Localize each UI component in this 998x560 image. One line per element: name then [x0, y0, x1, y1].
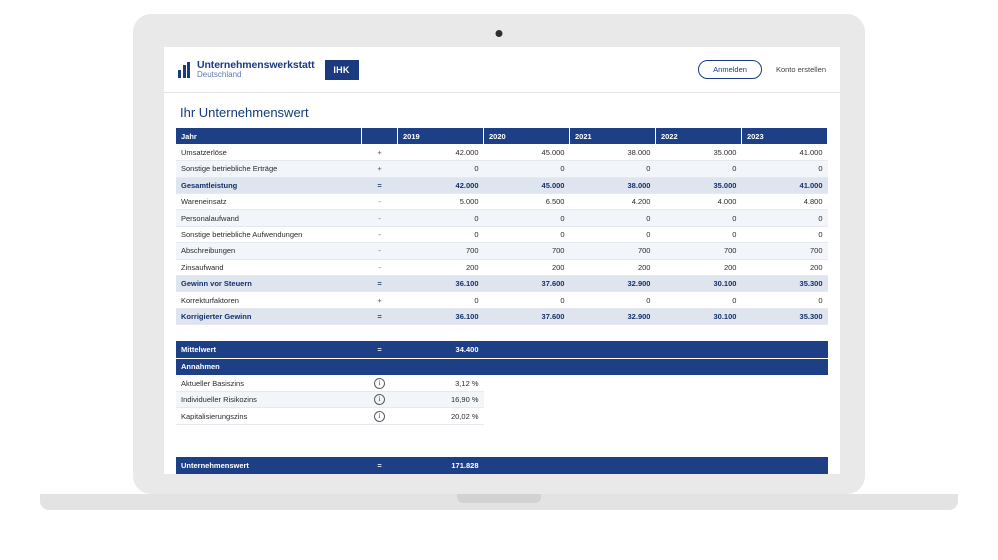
site-header	[164, 47, 840, 93]
annahmen-section-header	[176, 358, 828, 375]
cell-2019: 0	[398, 292, 484, 308]
cell-2020: 0	[484, 210, 570, 226]
table-row	[176, 292, 828, 308]
table-body	[176, 144, 828, 474]
table-spacer	[176, 441, 828, 457]
column-header-2023: 2023	[741, 128, 827, 144]
header-actions	[698, 60, 826, 79]
spacer-cell	[176, 325, 828, 341]
cell-2023: 700	[741, 243, 827, 259]
valuation-table	[176, 128, 828, 474]
cell-2022: 4.000	[655, 194, 741, 210]
annahmen-title: Annahmen	[176, 358, 828, 375]
result-filler	[484, 457, 828, 474]
info-icon[interactable]: i	[374, 378, 385, 389]
webcam-icon	[496, 30, 503, 37]
cell-2020: 200	[484, 259, 570, 275]
cell-2023: 0	[741, 226, 827, 242]
table-spacer	[176, 424, 828, 440]
assumption-filler	[484, 375, 828, 391]
brand-subtitle: Deutschland	[197, 69, 242, 79]
cell-2019: 700	[398, 243, 484, 259]
assumption-value: 3,12 %	[398, 375, 484, 391]
table-row	[176, 226, 828, 242]
table-row-subtotal	[176, 276, 828, 292]
cell-2019: 0	[398, 161, 484, 177]
assumption-row	[176, 375, 828, 391]
mittelwert-row	[176, 341, 828, 358]
cell-2020: 700	[484, 243, 570, 259]
login-button[interactable]: Anmelden	[698, 60, 762, 79]
cell-2020: 37.600	[484, 308, 570, 324]
table-spacer	[176, 325, 828, 341]
row-label: Korrigierter Gewinn	[176, 308, 362, 324]
cell-2020: 0	[484, 292, 570, 308]
cell-2021: 0	[569, 226, 655, 242]
assumption-filler	[484, 408, 828, 424]
row-label: Zinsaufwand	[176, 259, 362, 275]
cell-2021: 32.900	[569, 308, 655, 324]
cell-2019: 36.100	[398, 308, 484, 324]
table-row-subtotal	[176, 177, 828, 193]
assumption-label: Aktueller Basiszins	[176, 375, 362, 391]
valuation-table-wrapper	[164, 128, 840, 474]
cell-2021: 700	[569, 243, 655, 259]
cell-2022: 0	[655, 292, 741, 308]
row-label: Gesamtleistung	[176, 177, 362, 193]
laptop-frame	[133, 14, 865, 494]
table-row	[176, 161, 828, 177]
column-header-2021: 2021	[569, 128, 655, 144]
assumption-row	[176, 408, 828, 424]
cell-2019: 36.100	[398, 276, 484, 292]
table-row-subtotal	[176, 308, 828, 324]
create-account-link[interactable]: Konto erstellen	[775, 65, 826, 74]
cell-2022: 0	[655, 161, 741, 177]
row-label: Sonstige betriebliche Erträge	[176, 161, 362, 177]
cell-2023: 41.000	[741, 144, 827, 160]
result-row	[176, 457, 828, 474]
info-cell[interactable]	[362, 408, 398, 424]
cell-2019: 42.000	[398, 177, 484, 193]
cell-2022: 700	[655, 243, 741, 259]
row-sign: =	[362, 276, 398, 292]
cell-2019: 42.000	[398, 144, 484, 160]
table-header-row	[176, 128, 828, 144]
cell-2020: 0	[484, 226, 570, 242]
info-cell[interactable]	[362, 391, 398, 407]
row-sign: +	[362, 144, 398, 160]
assumption-value: 16,90 %	[398, 391, 484, 407]
row-label: Sonstige betriebliche Aufwendungen	[176, 226, 362, 242]
cell-2023: 35.300	[741, 308, 827, 324]
info-icon[interactable]: i	[374, 394, 385, 405]
result-label: Unternehmenswert	[176, 457, 362, 474]
mittelwert-sign: =	[362, 341, 398, 358]
table-row	[176, 210, 828, 226]
cell-2022: 35.000	[655, 177, 741, 193]
row-sign: +	[362, 161, 398, 177]
mittelwert-value: 34.400	[398, 341, 484, 358]
assumption-label: Kapitalisierungszins	[176, 408, 362, 424]
laptop-screen	[164, 47, 840, 474]
assumption-row	[176, 391, 828, 407]
row-label: Gewinn vor Steuern	[176, 276, 362, 292]
cell-2021: 0	[569, 210, 655, 226]
bar-chart-icon	[178, 62, 190, 78]
cell-2020: 45.000	[484, 144, 570, 160]
result-value: 171.828	[398, 457, 484, 474]
column-header-jahr: Jahr	[176, 128, 362, 144]
cell-2021: 0	[569, 292, 655, 308]
brand-text	[197, 60, 315, 79]
table-header	[176, 128, 828, 144]
mittelwert-filler	[484, 341, 828, 358]
cell-2020: 45.000	[484, 177, 570, 193]
cell-2023: 0	[741, 161, 827, 177]
cell-2019: 5.000	[398, 194, 484, 210]
table-row	[176, 144, 828, 160]
row-sign: =	[362, 177, 398, 193]
assumption-label: Individueller Risikozins	[176, 391, 362, 407]
web-page	[164, 47, 840, 474]
cell-2019: 200	[398, 259, 484, 275]
brand-title: Unternehmenswerkstatt	[197, 58, 315, 71]
cell-2021: 0	[569, 161, 655, 177]
row-sign: -	[362, 210, 398, 226]
cell-2023: 0	[741, 210, 827, 226]
row-label: Wareneinsatz	[176, 194, 362, 210]
cell-2019: 0	[398, 210, 484, 226]
table-row	[176, 243, 828, 259]
cell-2022: 30.100	[655, 276, 741, 292]
info-cell[interactable]	[362, 375, 398, 391]
spacer-cell	[176, 441, 828, 457]
row-sign: -	[362, 259, 398, 275]
cell-2021: 200	[569, 259, 655, 275]
cell-2022: 35.000	[655, 144, 741, 160]
spacer-cell	[176, 424, 828, 440]
row-label: Umsatzerlöse	[176, 144, 362, 160]
row-label: Abschreibungen	[176, 243, 362, 259]
cell-2023: 4.800	[741, 194, 827, 210]
info-icon[interactable]: i	[374, 411, 385, 422]
cell-2023: 35.300	[741, 276, 827, 292]
cell-2023: 41.000	[741, 177, 827, 193]
row-sign: =	[362, 308, 398, 324]
row-sign: -	[362, 194, 398, 210]
table-row	[176, 194, 828, 210]
result-sign: =	[362, 457, 398, 474]
cell-2021: 38.000	[569, 144, 655, 160]
cell-2021: 4.200	[569, 194, 655, 210]
column-header-2020: 2020	[484, 128, 570, 144]
column-header-sign	[362, 128, 398, 144]
cell-2023: 200	[741, 259, 827, 275]
table-row	[176, 259, 828, 275]
cell-2021: 38.000	[569, 177, 655, 193]
laptop-notch	[457, 494, 541, 503]
cell-2019: 0	[398, 226, 484, 242]
cell-2022: 200	[655, 259, 741, 275]
ihk-logo: IHK	[325, 60, 359, 80]
cell-2021: 32.900	[569, 276, 655, 292]
row-sign: +	[362, 292, 398, 308]
cell-2020: 6.500	[484, 194, 570, 210]
cell-2020: 37.600	[484, 276, 570, 292]
row-label: Personalaufwand	[176, 210, 362, 226]
cell-2023: 0	[741, 292, 827, 308]
row-label: Korrekturfaktoren	[176, 292, 362, 308]
assumption-filler	[484, 391, 828, 407]
cell-2022: 30.100	[655, 308, 741, 324]
page-title: Ihr Unternehmenswert	[180, 105, 309, 120]
brand-logo[interactable]	[178, 60, 315, 79]
cell-2022: 0	[655, 226, 741, 242]
cell-2020: 0	[484, 161, 570, 177]
column-header-2019: 2019	[398, 128, 484, 144]
row-sign: -	[362, 243, 398, 259]
cell-2022: 0	[655, 210, 741, 226]
column-header-2022: 2022	[655, 128, 741, 144]
mittelwert-label: Mittelwert	[176, 341, 362, 358]
row-sign: -	[362, 226, 398, 242]
assumption-value: 20,02 %	[398, 408, 484, 424]
